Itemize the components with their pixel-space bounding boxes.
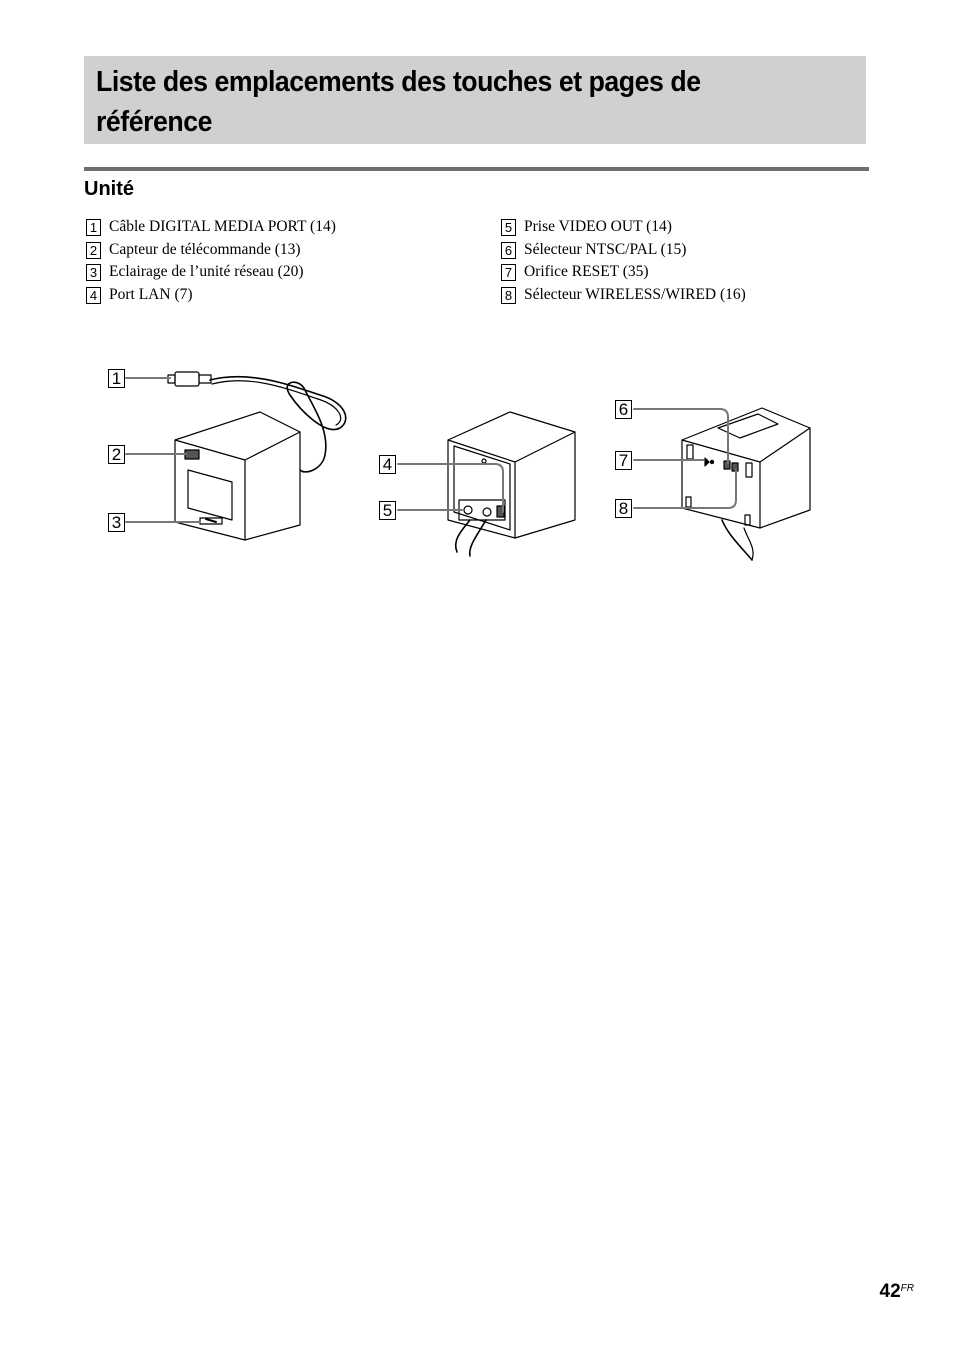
callout-number: 3 — [108, 513, 125, 532]
legend-label: Sélecteur NTSC/PAL (15) — [524, 240, 687, 258]
callout-number: 1 — [108, 369, 125, 388]
legend-number: 5 — [501, 219, 516, 236]
callout-1 — [108, 369, 133, 389]
callout-5 — [379, 501, 404, 521]
unit-illustration — [0, 0, 954, 600]
legend-label: Port LAN (7) — [109, 286, 193, 304]
callout-number: 2 — [108, 445, 125, 464]
page-number — [880, 1281, 914, 1303]
section-title: Unité — [84, 178, 134, 200]
legend-label: Orifice RESET (35) — [524, 263, 649, 281]
page-title: Liste des emplacements des touches et pages de référence — [96, 66, 701, 138]
legend-number: 2 — [86, 242, 101, 259]
legend-label: Capteur de télécommande (13) — [109, 240, 301, 258]
callout-number: 6 — [615, 400, 632, 419]
legend-number: 1 — [86, 219, 101, 236]
legend-number: 6 — [501, 242, 516, 259]
rear-unit-drawing — [448, 412, 575, 556]
legend-label: Câble DIGITAL MEDIA PORT (14) — [109, 218, 336, 235]
callout-number: 8 — [615, 499, 632, 518]
legend-number: 8 — [501, 287, 516, 304]
legend-number: 7 — [501, 264, 516, 281]
page-number-value: 42 — [879, 1281, 901, 1302]
callout-number: 4 — [379, 455, 396, 474]
page-number-suffix: FR — [900, 1283, 914, 1294]
callout-4 — [379, 455, 404, 475]
callout-6 — [615, 400, 640, 420]
callout-2 — [108, 445, 133, 465]
callout-8 — [615, 499, 640, 519]
legend-label: Eclairage de l’unité réseau (20) — [109, 263, 304, 281]
front-unit-drawing — [168, 372, 346, 540]
callout-number: 5 — [379, 501, 396, 520]
legend-number: 3 — [86, 264, 101, 281]
callout-number: 7 — [615, 451, 632, 470]
legend-label: Sélecteur WIRELESS/WIRED (16) — [524, 286, 746, 304]
legend-label: Prise VIDEO OUT (14) — [524, 218, 672, 235]
legend-number: 4 — [86, 287, 101, 304]
side-unit-drawing — [682, 408, 810, 560]
callout-7 — [615, 451, 640, 471]
callout-3 — [108, 513, 133, 533]
